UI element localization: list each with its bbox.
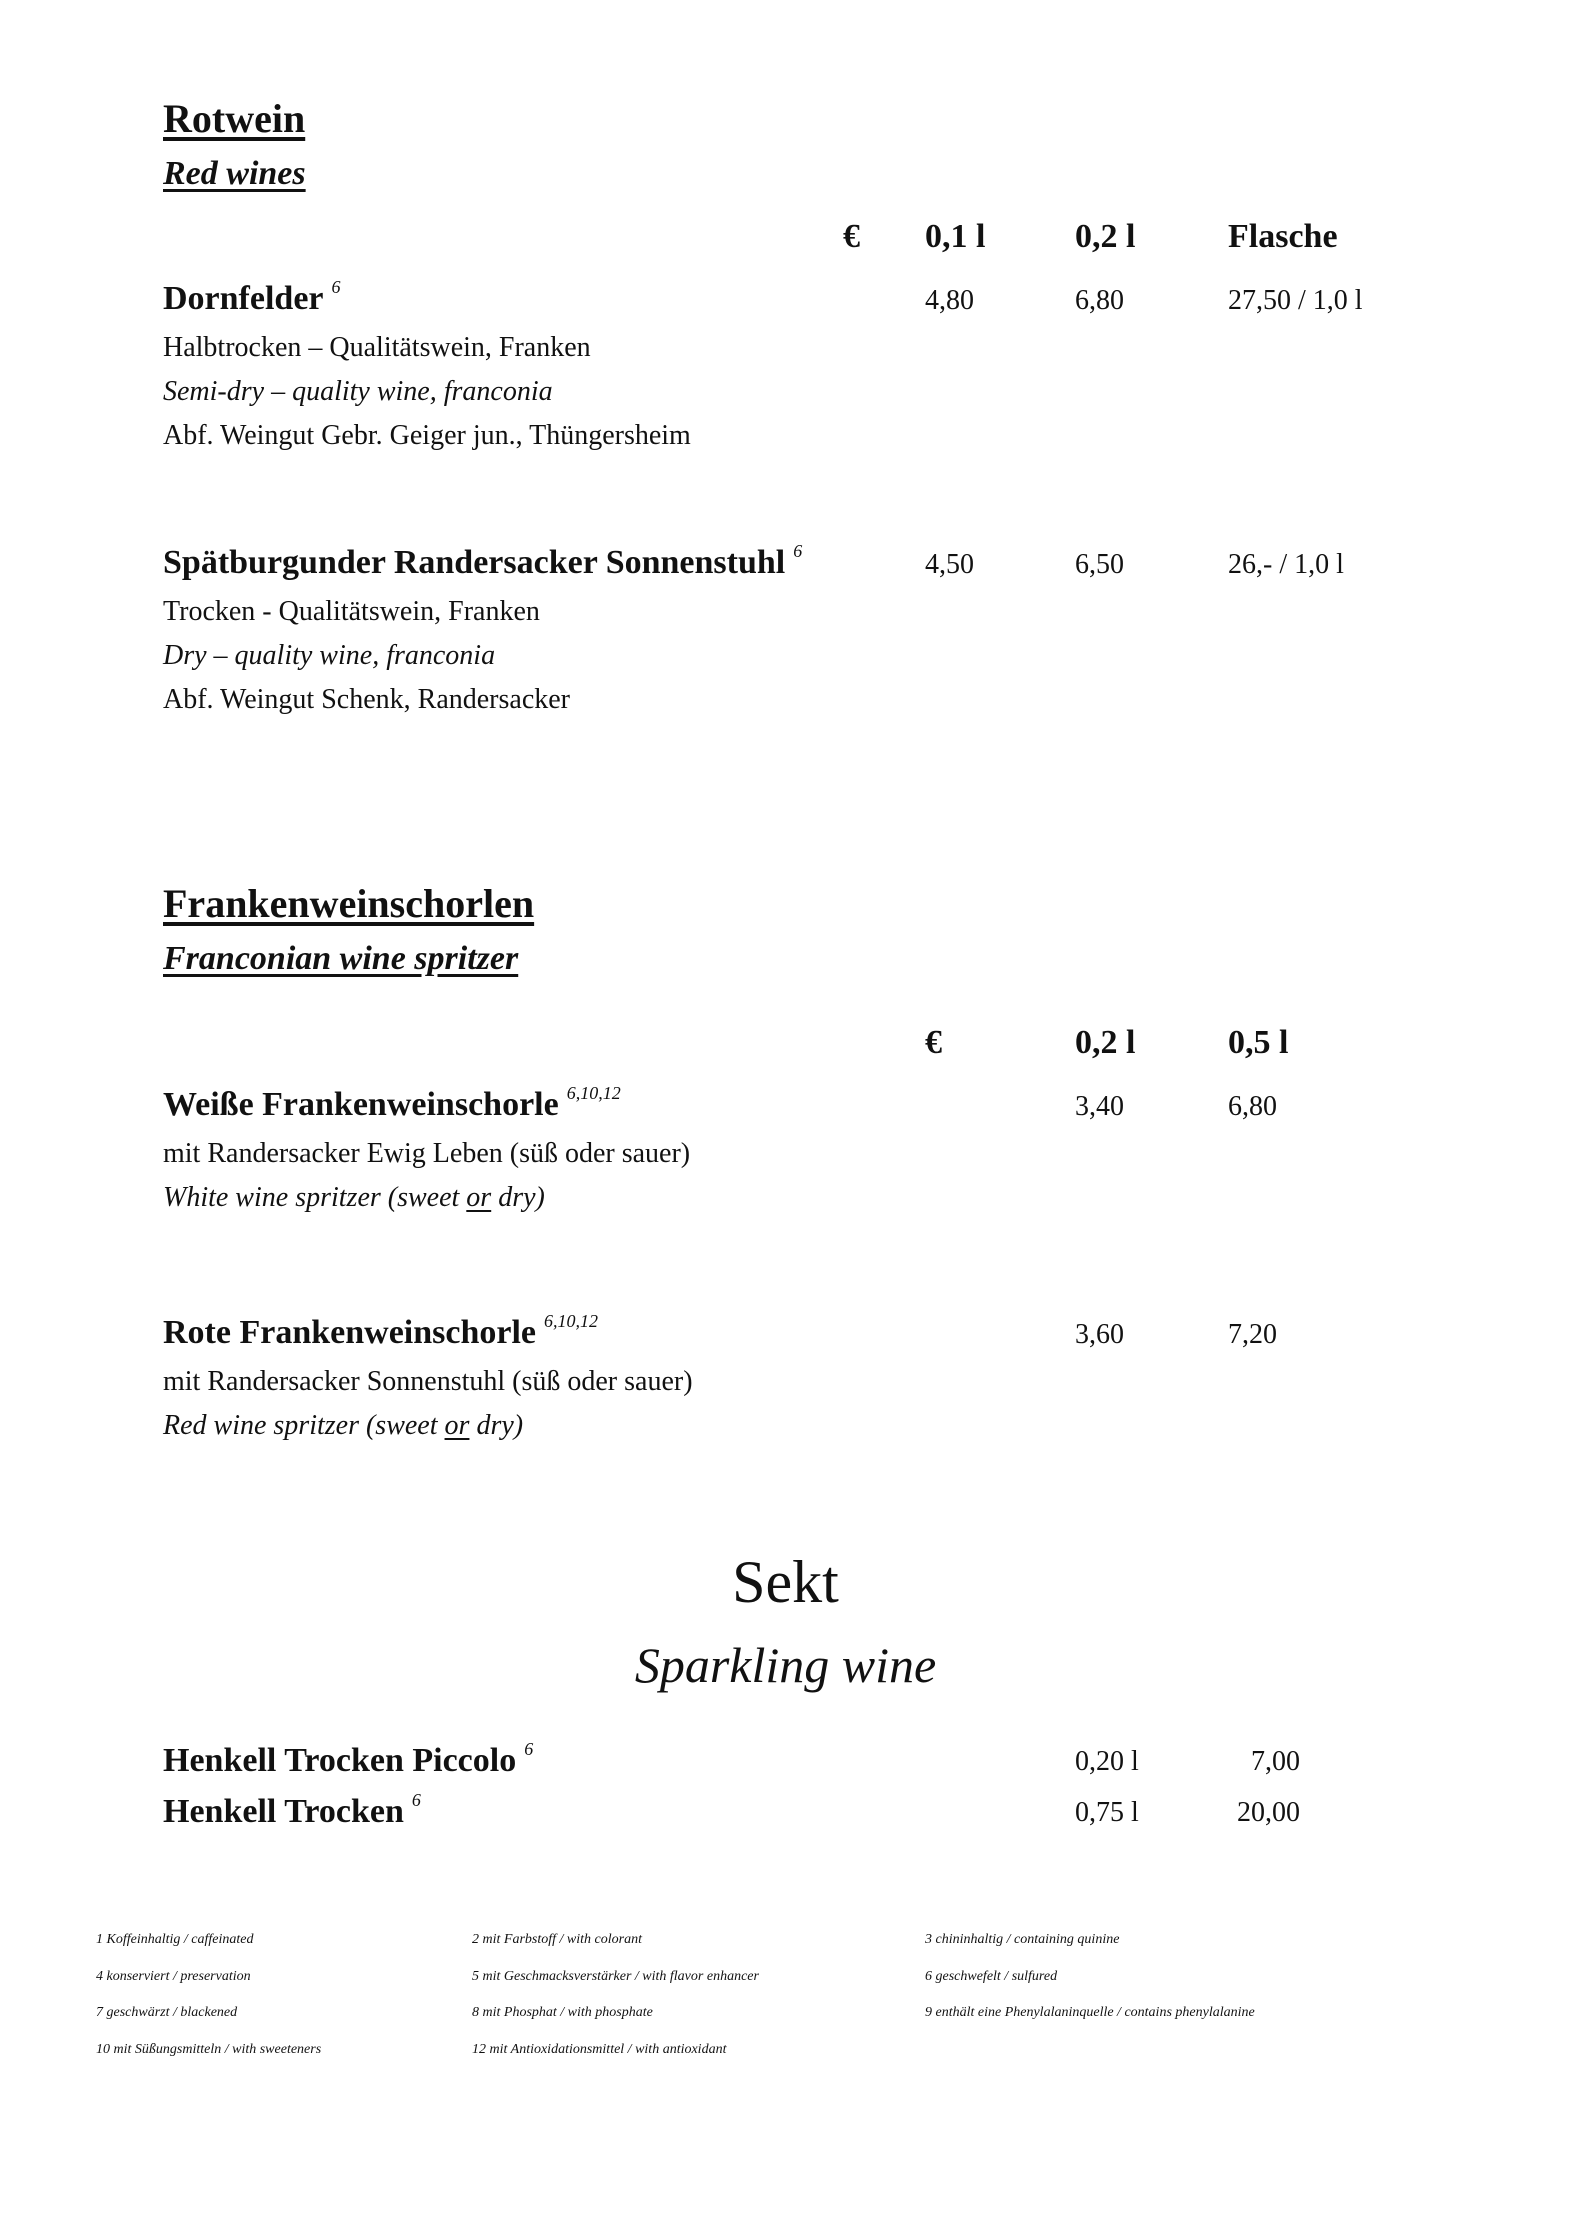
wine-name: Dornfelder $^6$ [163, 276, 341, 317]
section-subtitle-red-wines: Red wines [163, 155, 306, 192]
footnote: 1 Koffeinhaltig / caffeinated [96, 1932, 254, 1947]
sekt-name: Henkell Trocken $^6$ [163, 1789, 421, 1830]
price-0-2l: 3,40 [1075, 1091, 1124, 1122]
footnote: 8 mit Phosphat / with phosphate [472, 2005, 653, 2020]
column-header-flasche: Flasche [1228, 218, 1338, 255]
sekt-name: Henkell Trocken Piccolo $^6$ [163, 1738, 534, 1779]
additive-footnote-ref: 6 [524, 1738, 534, 1759]
spritzer-description-de: mit Randersacker Sonnenstuhl (süß oder sauer) [163, 1366, 693, 1397]
additive-footnote-ref: 6 [793, 540, 803, 561]
footnote: 6 geschwefelt / sulfured [925, 1969, 1058, 1984]
price-bottle: 26,- / 1,0 l [1228, 549, 1344, 580]
sekt-price: 7,00 [1251, 1746, 1300, 1777]
column-header-currency: € [925, 1024, 942, 1061]
wine-description-en: Semi-dry – quality wine, franconia [163, 376, 553, 407]
price-0-2l: 6,50 [1075, 549, 1124, 580]
price-bottle: 27,50 / 1,0 l [1228, 285, 1363, 316]
spritzer-name: Rote Frankenweinschorle $^{6,10,12}$ [163, 1310, 599, 1351]
column-header-0-2l: 0,2 l [1075, 1024, 1136, 1061]
sekt-price: 20,00 [1237, 1797, 1300, 1828]
price-0-5l: 7,20 [1228, 1319, 1277, 1350]
column-header-0-5l: 0,5 l [1228, 1024, 1289, 1061]
footnote: 10 mit Süßungsmitteln / with sweeteners [96, 2042, 322, 2057]
section-title-sekt: Sekt [732, 1549, 839, 1615]
column-header-0-2l: 0,2 l [1075, 218, 1136, 255]
footnote: 4 konserviert / preservation [96, 1969, 251, 1984]
footnote: 3 chininhaltig / containing quinine [925, 1932, 1120, 1947]
price-0-5l: 6,80 [1228, 1091, 1277, 1122]
wine-description-de: Trocken - Qualitätswein, Franken [163, 596, 540, 627]
footnote: 5 mit Geschmacksverstärker / with flavor enhancer [472, 1969, 759, 1984]
additive-footnote-ref: 6,10,12 [566, 1082, 621, 1103]
section-title-schorlen: Frankenweinschorlen [163, 881, 535, 926]
spritzer-name: Weiße Frankenweinschorle $^{6,10,12}$ [163, 1082, 621, 1123]
additive-footnote-ref: 6,10,12 [544, 1310, 599, 1331]
additive-footnote-ref: 6 [411, 1789, 421, 1810]
additive-footnote-ref: 6 [331, 276, 341, 297]
price-0-2l: 3,60 [1075, 1319, 1124, 1350]
footnote: 7 geschwärzt / blackened [96, 2005, 238, 2020]
wine-bottler: Abf. Weingut Gebr. Geiger jun., Thüngersheim [163, 420, 691, 451]
sekt-size: 0,75 l [1075, 1797, 1139, 1828]
column-header-0-1l: 0,1 l [925, 218, 986, 255]
section-title-rotwein: Rotwein [163, 96, 306, 141]
column-header-currency: € [843, 218, 860, 255]
price-0-2l: 6,80 [1075, 285, 1124, 316]
footnote: 12 mit Antioxidationsmittel / with antioxidant [472, 2042, 727, 2057]
wine-description-de: Halbtrocken – Qualitätswein, Franken [163, 332, 591, 363]
wine-bottler: Abf. Weingut Schenk, Randersacker [163, 684, 570, 715]
spritzer-description-en: Red wine spritzer (sweet or dry) [163, 1410, 524, 1441]
sekt-size: 0,20 l [1075, 1746, 1139, 1777]
section-subtitle-spritzer: Franconian wine spritzer [163, 940, 519, 977]
price-0-1l: 4,50 [925, 549, 974, 580]
section-subtitle-sparkling: Sparkling wine [634, 1637, 937, 1693]
price-0-1l: 4,80 [925, 285, 974, 316]
spritzer-description-en: White wine spritzer (sweet or dry) [163, 1182, 545, 1213]
wine-name: Spätburgunder Randersacker Sonnenstuhl $^6$ [163, 540, 803, 581]
wine-description-en: Dry – quality wine, franconia [163, 640, 496, 671]
footnote: 9 enthält eine Phenylalaninquelle / contains phenylalanine [925, 2005, 1255, 2020]
footnote: 2 mit Farbstoff / with colorant [472, 1932, 642, 1947]
spritzer-description-de: mit Randersacker Ewig Leben (süß oder sauer) [163, 1138, 691, 1169]
